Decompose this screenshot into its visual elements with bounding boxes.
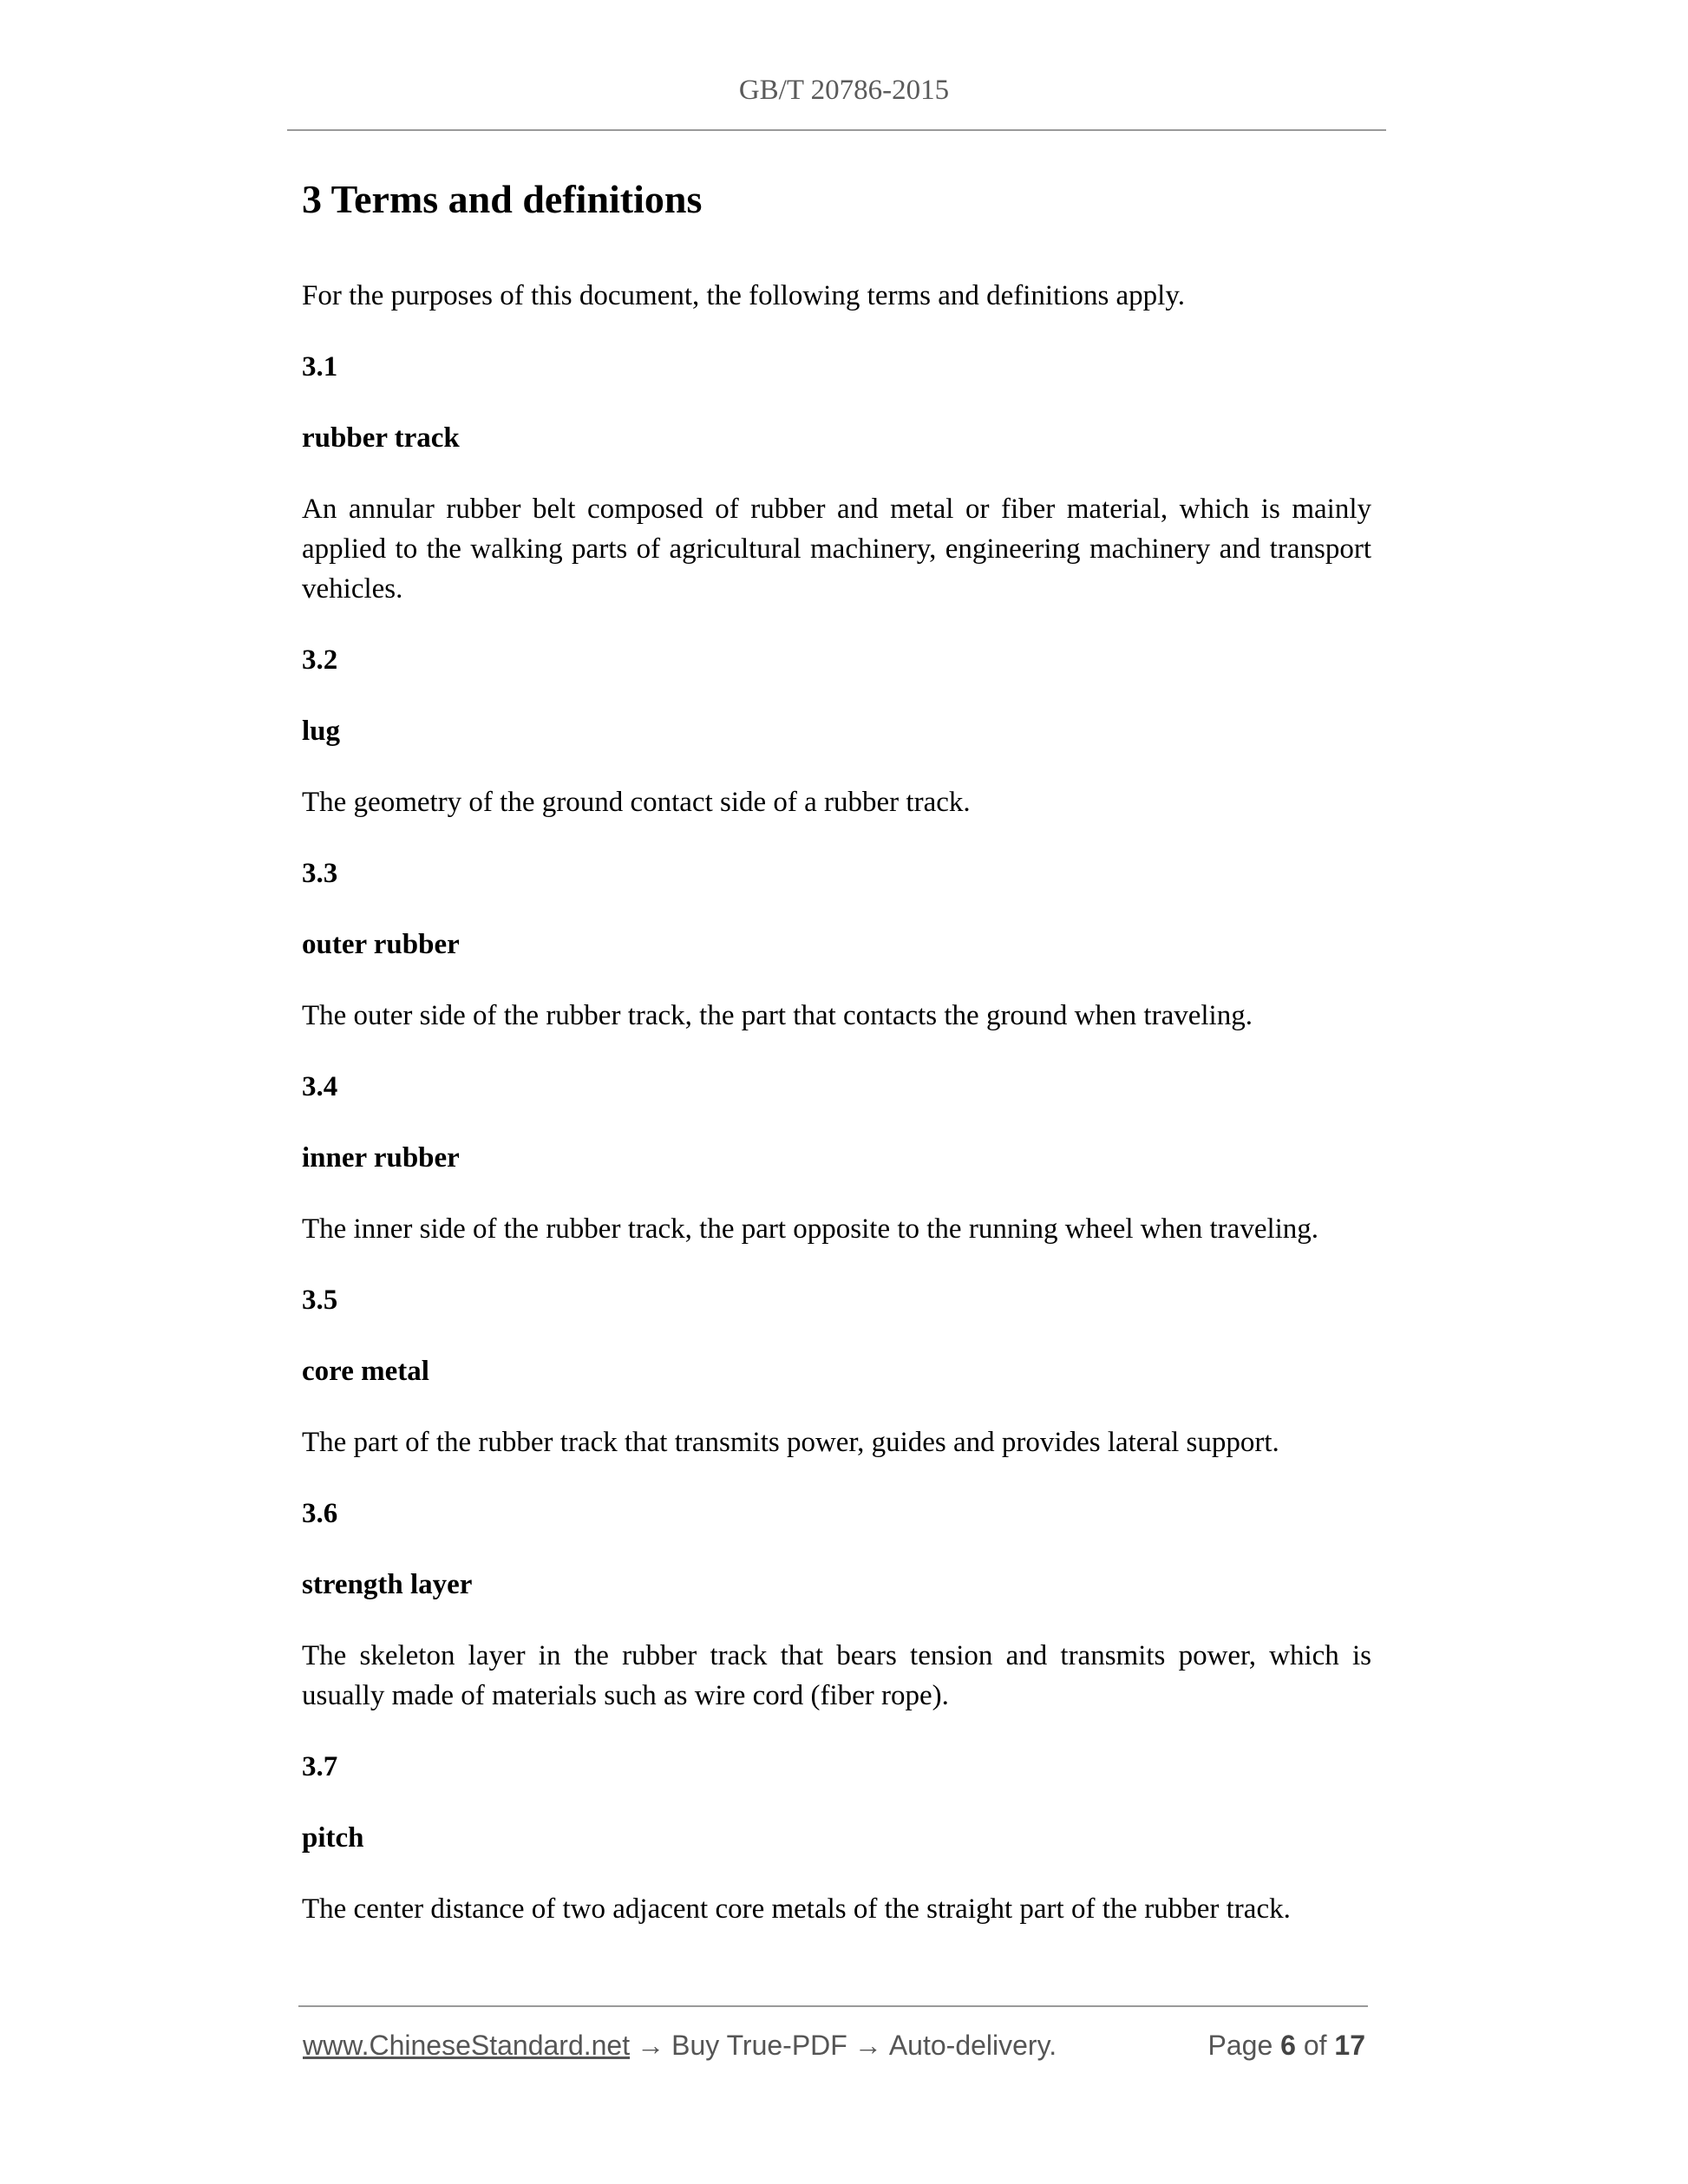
term-name: rubber track — [302, 422, 460, 454]
term-definition: The outer side of the rubber track, the part that contacts the ground when traveling. — [302, 1000, 1253, 1031]
term-number: 3.3 — [302, 858, 338, 889]
header-divider — [287, 129, 1386, 131]
auto-delivery-text: Auto-delivery. — [888, 2030, 1057, 2061]
term-entry-3-6 — [302, 1494, 1371, 1716]
term-entry-3-2 — [302, 640, 1371, 822]
section-heading: 3 Terms and definitions — [302, 177, 703, 221]
term-definition: The skeleton layer in the rubber track that bears tension and transmits power, which is usually made of materials such as wire cord (fiber rope). — [302, 1640, 1371, 1711]
term-name: lug — [302, 716, 341, 747]
page-counter — [1208, 2026, 1365, 2064]
term-entry-3-4 — [302, 1067, 1371, 1249]
footer-promo — [303, 2026, 1057, 2064]
page-footer — [303, 2026, 1365, 2064]
term-number: 3.1 — [302, 351, 338, 383]
arrow-right-icon: → — [637, 2030, 665, 2061]
term-entry-3-5 — [302, 1280, 1371, 1462]
term-entry-3-1 — [302, 347, 1371, 609]
term-definition: The inner side of the rubber track, the part opposite to the running wheel when traveling. — [302, 1213, 1319, 1245]
term-number: 3.6 — [302, 1498, 338, 1529]
term-definition: The part of the rubber track that transmits power, guides and provides lateral support. — [302, 1427, 1279, 1458]
arrow-right-icon: → — [854, 2030, 882, 2061]
current-page-number: 6 — [1280, 2030, 1296, 2061]
term-name: strength layer — [302, 1569, 473, 1600]
of-label: of — [1303, 2030, 1327, 2061]
total-pages-number: 17 — [1334, 2030, 1365, 2061]
term-number: 3.2 — [302, 644, 338, 676]
document-header-title: GB/T 20786-2015 — [738, 75, 950, 106]
term-name: core metal — [302, 1356, 429, 1387]
term-number: 3.4 — [302, 1071, 338, 1102]
section-intro: For the purposes of this document, the following terms and definitions apply. — [302, 280, 1185, 311]
term-number: 3.5 — [302, 1285, 338, 1316]
term-name: pitch — [302, 1822, 364, 1854]
term-definition: The geometry of the ground contact side of a rubber track. — [302, 787, 971, 818]
term-number: 3.7 — [302, 1751, 338, 1782]
footer-divider — [298, 2005, 1368, 2007]
page-label: Page — [1207, 2030, 1273, 2061]
term-entry-3-7 — [302, 1747, 1371, 1929]
term-name: outer rubber — [302, 929, 460, 960]
term-definition: An annular rubber belt composed of rubber and metal or fiber material, which is mainly applied to the walking parts of agricultural machinery, engineering machinery and transport vehicles. — [302, 494, 1371, 605]
chinesestandard-link[interactable]: www.ChineseStandard.net — [303, 2030, 631, 2061]
page-content — [302, 173, 1371, 1960]
term-definition: The center distance of two adjacent core metals of the straight part of the rubber track. — [302, 1893, 1291, 1925]
term-name: inner rubber — [302, 1142, 460, 1174]
term-entry-3-3 — [302, 853, 1371, 1036]
buy-true-pdf-text: Buy True-PDF — [671, 2030, 847, 2061]
